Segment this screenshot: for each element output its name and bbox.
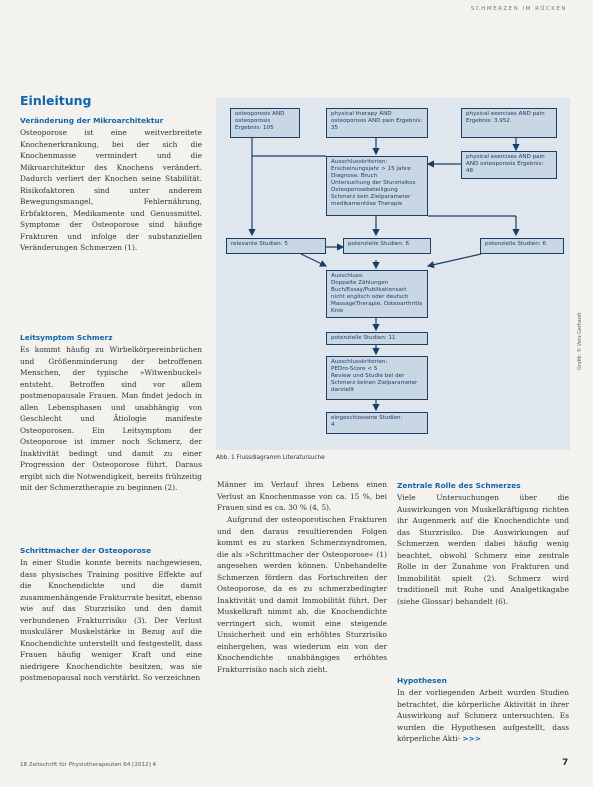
flow-box-search-3: physical exercises AND pain Ergebnis: 3.952: [461, 108, 557, 138]
flow-box-exclusion-3: Ausschlusskriterien: PEDro-Score < 5 Review und Studie bei der Schmerz keinen Zielparameter darstellt: [326, 356, 428, 400]
flow-box-potential-studies-1: potenzielle Studien: 6: [343, 238, 431, 254]
flow-box-search-2: physical therapy AND osteoporosis AND pain Ergebnis: 35: [326, 108, 428, 138]
section-title: Einleitung: [20, 93, 92, 108]
figure-caption: Abb. 1 Flussdiagramm Literatursuche: [216, 455, 325, 461]
paragraph-schrittmacher: In einer Studie konnte bereits nachgewiesen, dass physisches Training positive Effekte auf die Knochendichte und die damit zusammenhängende Frakturrate besitzt, ebenso wie auf das Sturzrisiko und den damit verbundenen Frakturrisiko (3). Der Verlust muskulärer Muskelstärke in Bezug auf die Knochendichte unterstellt und festgestellt, dass Frauen häufig weniger Kraft und eine niedrigere Knochendichte besitzen, was sie postmenopausal noch verstärkt. So verzeichnen: [20, 558, 202, 682]
flow-box-search-4: physical exercises AND pain AND osteoporosis Ergebnis: 48: [461, 151, 557, 179]
continue-arrow: >>>: [462, 734, 482, 743]
flow-box-potential-studies-2: potenzielle Studien: 6: [480, 238, 564, 254]
paragraph-zentrale-rolle: Viele Untersuchungen über die Auswirkungen von Muskelkräftigung richten ihr Augenmerk auf die Knochendichte und das Sturzrisiko. Die Auswirkungen auf Schmerzen werden dabei häufig wenig beachtet, obwohl Schmerz eine zentrale Rolle in der Zunahme von Frakturen und Immobilität spielt (2). Schmerz wird traditionell mit Ruhe und Analgetikagabe (siehe Glossar) behandelt (6).: [397, 493, 569, 606]
flow-box-exclusion-1: Ausschlusskriterien: Erscheinungsjahr > 15 Jahre Diagnose: Bruch Untersuchung der Sturzrisikos Osteoporosebeteiligung Schmerz kein Zielparameter medikamentöse Therapie: [326, 156, 428, 216]
heading-leitsymptom: Leitsymptom Schmerz: [20, 333, 113, 342]
page-footer: 18 Zeitschrift für Physiotherapeuten 64 [2012] 4: [20, 762, 157, 768]
paragraph-col2-1: Männer im Verlauf ihres Lebens einen Verlust an Knochenmasse von ca. 15 %, bei Frauen sind es ca. 30 % (4, 5).: [217, 480, 387, 512]
heading-schrittmacher: Schrittmacher der Osteoporose: [20, 546, 152, 555]
heading-zentrale-rolle: Zentrale Rolle des Schmerzes: [397, 481, 521, 490]
paragraph-col2-2: Aufgrund der osteoporotischen Frakturen und den daraus resultierenden Folgen kommt es zu starken Schmerzsyndromen, die als »Schrittmacher der Osteoporose« (1) angesehen werden können. Unbehandelte Schmerzen fördern das Fortschreiten der Osteoporose, da es zu schmerzbedingter Inaktivität und damit Immobilität führt. Der Muskelkraft nimmt ab, die Knochendichte verringert sich, womit eine steigende Unsicherheit und ein erhöhtes Sturzrisiko einhergehen, was wiederum ein von der Knochendichte unabhängiges erhöhtes Frakturrisiko nach sich zieht.: [217, 515, 387, 674]
flow-box-search-1: osteoporosis AND osteoporosis Ergebnis: 105: [230, 108, 300, 138]
heading-hypothesen: Hypothesen: [397, 676, 447, 685]
running-header: SCHMERZEN IM RÜCKEN: [470, 6, 567, 12]
paragraph-hypothesen: [397, 687, 569, 745]
flowchart-figure: [216, 98, 570, 450]
flow-box-exclusion-2: Ausschluss: Doppelte Zählungen Buch/Essay/Publikationsart nicht englisch oder deutsch MassageTherapie, Osteoarthritis Knie: [326, 270, 428, 318]
paragraph-mikroarchitektur: Osteoporose ist eine weitverbreitete Knochenerkrankung, bei der sich die Knochenmasse vermindert und die Mikroarchitektur des Knochens verändert. Dadurch verliert der Knochen seine Stabilität. Risikofaktoren sind unter anderem Bewegungsmangel, Fehlernährung, Erbfaktoren, Medikamente und Genussmittel. Symptome der Osteoporose sind häufige Frakturen und infolge der substanziellen Veränderungen Schmerzen (1).: [20, 128, 202, 252]
page-number: 7: [562, 758, 569, 768]
flow-box-included-studies: eingeschlossene Studien: 4: [326, 412, 428, 434]
paragraph-leitsymptom: Es kommt häufig zu Wirbelkörpereinbrüchen und Größenminderung der betroffenen Menschen, der typische »Witwenbuckel« entsteht. Betroffen sind vor allem postmenopausale Frauen. Man findet jedoch in allen Lebensphasen und unabhängig von Geschlecht und Ätiologie manifeste Osteoporosen. Ein Leitsymptom der Osteoporose ist immer noch Schmerz, der Inaktivität bedingt und damit zu einer Progression der Osteoporose führt. Daraus ergibt sich die Notwendigkeit, bereits frühzeitig mit der Schmerztherapie zu beginnen (2).: [20, 345, 202, 492]
heading-mikroarchitektur: Veränderung der Mikroarchitektur: [20, 116, 164, 125]
flow-box-potential-studies-3: potenzielle Studien: 11: [326, 332, 428, 345]
figure-credit: Grafik: © Vera Gerhardt: [578, 312, 583, 370]
flow-box-relevant-studies: relevante Studien: 5: [226, 238, 326, 254]
paragraph-hypothesen-text: In der vorliegenden Arbeit wurden Studien betrachtet, die körperliche Aktivität in ihrer Auswirkung auf Schmerz untersuchten. Es wurden die Hypothesen aufgestellt, dass körperliche Akti-: [397, 688, 569, 743]
